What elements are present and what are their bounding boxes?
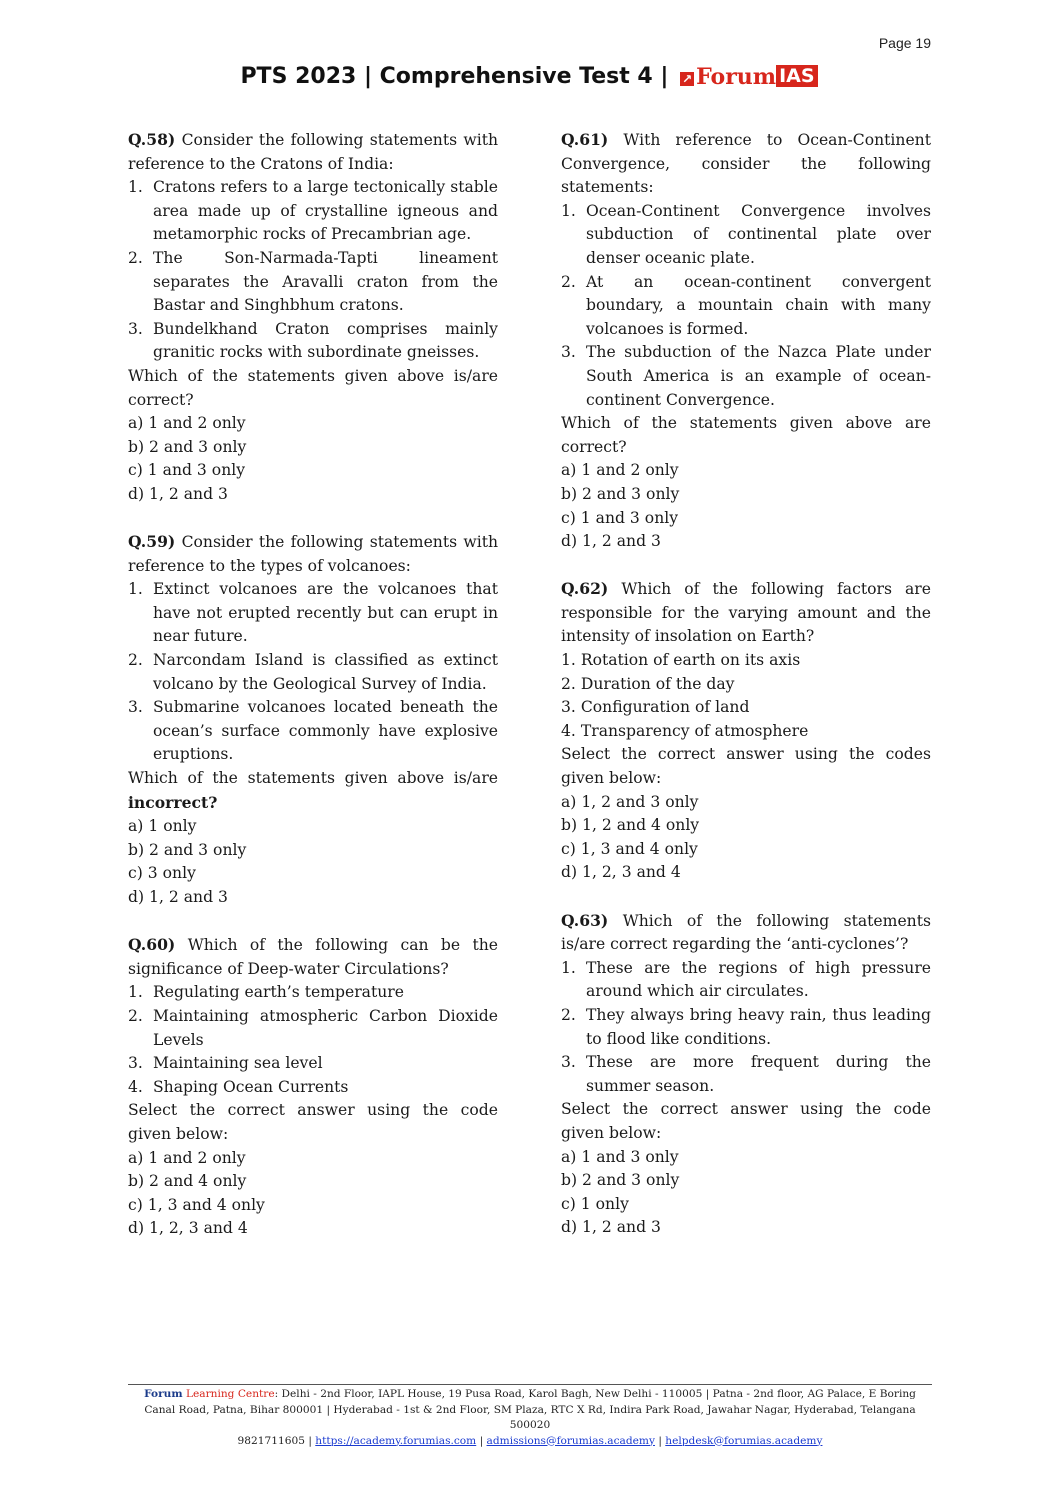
option-a: a) 1 and 2 only	[561, 461, 679, 480]
statement-text: Bundelkhand Craton comprises mainly granitic rocks with subordinate gneisses.	[153, 319, 498, 362]
option-b: b) 2 and 3 only	[561, 484, 680, 503]
option-a: a) 1 and 2 only	[128, 414, 246, 433]
logo-forum-text: Forum	[696, 64, 777, 90]
question-ask: Which of the statements given above are correct?	[561, 414, 931, 456]
question-58	[128, 128, 498, 507]
question-text: Which of the following factors are responsible for the varying amount and the intensity of insolation on Earth?	[561, 580, 931, 646]
option-d: d) 1, 2 and 3	[561, 532, 661, 551]
option-c: c) 1 and 3 only	[561, 508, 679, 527]
option-b: b) 2 and 3 only	[128, 840, 247, 859]
statement-number: 2.	[128, 1006, 143, 1025]
statement-text: They always bring heavy rain, thus leading to flood like conditions.	[586, 1005, 931, 1048]
question-number: Q.62)	[561, 579, 609, 599]
option-d: d) 1, 2, 3 and 4	[128, 1219, 248, 1238]
question-number: Q.61)	[561, 130, 609, 149]
option-c: c) 1 and 3 only	[128, 461, 246, 480]
footer-address-block	[128, 1387, 932, 1434]
statement-text: Narcondam Island is classified as extinct volcano by the Geological Survey of India.	[153, 651, 498, 693]
question-text: Which of the following statements is/are correct regarding the ‘anti-cyclones’?	[561, 911, 931, 954]
option-b: b) 2 and 3 only	[128, 437, 247, 456]
question-ask	[128, 767, 498, 815]
statement-number: 1.	[128, 983, 143, 1002]
question-stem	[561, 128, 931, 200]
page-footer	[128, 1387, 932, 1449]
statement-text: Ocean-Continent Convergence involves subduction of continental plate over denser oceanic plate.	[586, 201, 931, 267]
statement-text: Submarine volcanoes located beneath the ocean’s surface commonly have explosive eruptions.	[153, 698, 498, 764]
statement-list	[128, 981, 498, 1099]
question-ask-text: Which of the statements given above is/are	[128, 769, 498, 788]
statement-list	[128, 176, 498, 365]
statement-text: Maintaining sea level	[153, 1054, 323, 1073]
statement-text: Shaping Ocean Currents	[153, 1077, 349, 1096]
question-number: Q.63)	[561, 910, 609, 930]
question-ask: Which of the statements given above is/are correct?	[128, 366, 498, 409]
question-stem	[128, 933, 498, 981]
statement-list	[561, 200, 931, 412]
question-63	[561, 909, 931, 1240]
option-a: a) 1 and 3 only	[561, 1147, 679, 1166]
logo-ias-text: IAS	[776, 65, 817, 87]
right-column	[561, 128, 931, 1264]
statement-item	[561, 1004, 931, 1051]
question-59	[128, 530, 498, 910]
statement-number: 2.	[561, 272, 576, 291]
statement-item	[561, 1051, 931, 1098]
option-a: a) 1, 2 and 3 only	[561, 792, 699, 811]
statement-number: 2.	[561, 1005, 576, 1024]
page-number: Page 19	[878, 35, 931, 51]
option-d: d) 1, 2 and 3	[128, 484, 228, 503]
forumias-logo	[680, 64, 817, 90]
statement-text: The Son-Narmada-Tapti lineament separates the Aravalli craton from the Bastar and Singhbhum cratons.	[153, 248, 498, 315]
question-stem	[128, 530, 498, 578]
admissions-email-link[interactable]: admissions@forumias.academy	[486, 1434, 655, 1447]
question-stem	[128, 128, 498, 176]
footer-label-centre: Learning Centre	[185, 1388, 275, 1400]
question-stem	[561, 577, 931, 649]
arrow-icon: ↗	[682, 72, 693, 86]
statement-text: These are more frequent during the summer season.	[586, 1053, 931, 1095]
footer-phone: 9821711605	[237, 1434, 305, 1447]
left-column	[128, 128, 498, 1265]
question-text: Which of the following can be the significance of Deep-water Circulations?	[128, 936, 498, 978]
question-ask-emphasis: incorrect?	[128, 792, 218, 812]
question-61	[561, 128, 931, 554]
statement-item	[128, 696, 498, 767]
statement-number: 2.	[128, 651, 143, 670]
helpdesk-email-link[interactable]: helpdesk@forumias.academy	[665, 1434, 823, 1447]
option-c: c) 1 only	[561, 1194, 629, 1213]
question-text: With reference to Ocean-Continent Convergence, consider the following statements:	[561, 131, 931, 197]
option-b: b) 1, 2 and 4 only	[561, 816, 700, 835]
option-d: d) 1, 2 and 3	[561, 1218, 661, 1237]
factor-line: 1. Rotation of earth on its axis	[561, 651, 801, 670]
footer-label-forum: Forum	[144, 1388, 183, 1400]
statement-item	[128, 981, 498, 1005]
factor-line: 3. Configuration of land	[561, 698, 750, 717]
question-number: Q.59)	[128, 532, 176, 552]
question-60	[128, 933, 498, 1241]
statement-number: 3.	[128, 698, 143, 717]
statement-number: 3.	[561, 343, 576, 362]
question-text: Consider the following statements with reference to the types of volcanoes:	[128, 533, 498, 575]
question-number: Q.60)	[128, 935, 176, 955]
option-c: c) 1, 3 and 4 only	[128, 1195, 265, 1214]
statement-text: Extinct volcanoes are the volcanoes that have not erupted recently but can erupt in near future.	[153, 580, 498, 646]
academy-link[interactable]: https://academy.forumias.com	[315, 1434, 477, 1447]
option-b: b) 2 and 3 only	[561, 1171, 680, 1190]
question-number: Q.58)	[128, 130, 176, 149]
footer-contact-line: 9821711605 | https://academy.forumias.com | admissions@forumias.academy | helpdesk@forumias.academy	[237, 1434, 823, 1447]
statement-number: 1.	[561, 201, 576, 220]
question-ask: Select the correct answer using the code given below:	[561, 1100, 931, 1142]
statement-number: 3.	[128, 319, 143, 338]
statement-item	[128, 247, 498, 318]
statement-item	[128, 318, 498, 365]
option-a: a) 1 and 2 only	[128, 1148, 246, 1167]
statement-list	[128, 578, 498, 767]
statement-number: 4.	[128, 1077, 143, 1096]
option-d: d) 1, 2, 3 and 4	[561, 863, 681, 882]
statement-item	[128, 1076, 498, 1100]
statement-item	[128, 176, 498, 247]
statement-text: Cratons refers to a large tectonically stable area made up of crystalline igneous and metamorphic rocks of Precambrian age.	[153, 178, 498, 244]
statement-item	[128, 578, 498, 649]
statement-item	[561, 957, 931, 1004]
statement-text: Maintaining atmospheric Carbon Dioxide Levels	[153, 1006, 498, 1049]
statement-item	[128, 1005, 498, 1052]
statement-text: The subduction of the Nazca Plate under South America is an example of ocean-continent Convergence.	[586, 343, 931, 409]
question-ask: Select the correct answer using the code given below:	[128, 1101, 498, 1143]
page-title: PTS 2023 | Comprehensive Test 4 |	[240, 64, 669, 89]
option-b: b) 2 and 4 only	[128, 1172, 247, 1191]
statement-number: 1.	[561, 958, 576, 977]
footer-divider	[128, 1384, 932, 1385]
question-text: Consider the following statements with reference to the Cratons of India:	[128, 131, 498, 173]
statement-item	[128, 649, 498, 696]
option-c: c) 3 only	[128, 864, 196, 883]
statement-text: These are the regions of high pressure around which air circulates.	[586, 958, 931, 1001]
option-c: c) 1, 3 and 4 only	[561, 839, 698, 858]
statement-item	[561, 271, 931, 342]
statement-number: 3.	[128, 1054, 143, 1073]
page-header	[0, 64, 1058, 90]
statement-text: Regulating earth’s temperature	[153, 983, 404, 1002]
option-a: a) 1 only	[128, 817, 197, 836]
statement-item	[128, 1052, 498, 1076]
statement-item	[561, 341, 931, 412]
statement-number: 3.	[561, 1053, 576, 1072]
statement-number: 2.	[128, 248, 143, 267]
question-62	[561, 577, 931, 885]
factor-line: 2. Duration of the day	[561, 674, 735, 693]
question-stem	[561, 909, 931, 957]
statement-number: 1.	[128, 580, 143, 599]
statement-item	[561, 200, 931, 271]
footer-addresses: : Delhi - 2nd Floor, IAPL House, 19 Pusa Road, Karol Bagh, New Delhi - 110005 | Patna - 2nd floor, AG Palace, E Boring Canal Road, Patna, Bihar 800001 | Hyderabad - 1st & 2nd Floor, SM Plaza, RTC X Rd, Indira Park Road, Jawahar Nagar, Hyderabad, Telangana 500020	[144, 1388, 916, 1431]
question-ask: Select the correct answer using the codes given below:	[561, 745, 931, 788]
option-d: d) 1, 2 and 3	[128, 888, 228, 906]
statement-list	[561, 957, 931, 1099]
statement-text: At an ocean-continent convergent boundary, a mountain chain with many volcanoes is formed.	[586, 272, 931, 338]
statement-number: 1.	[128, 178, 143, 197]
factor-line: 4. Transparency of atmosphere	[561, 721, 809, 740]
